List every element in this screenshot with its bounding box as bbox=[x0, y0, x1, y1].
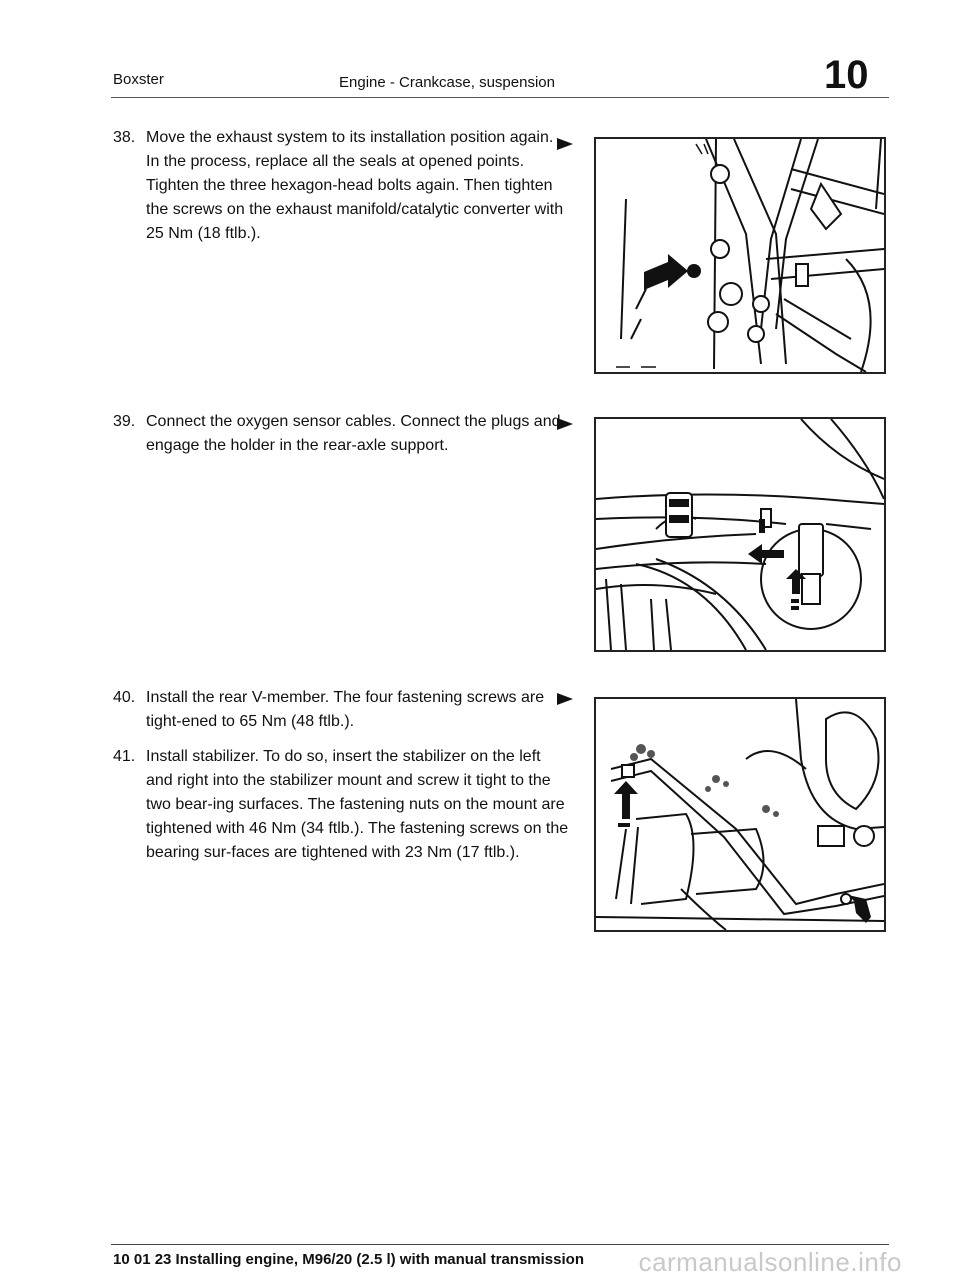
watermark: carmanualsonline.info bbox=[638, 1247, 902, 1277]
footer-procedure-title: 10 01 23 Installing engine, M96/20 (2.5 l) with manual transmission bbox=[113, 1251, 584, 1268]
header-group-number: 10 bbox=[824, 53, 869, 97]
oxygen-sensor-illustration-icon bbox=[594, 417, 886, 652]
step-39 bbox=[113, 410, 573, 460]
step-text: Move the exhaust system to its installation position again. In the process, replace all the seals at opened points. Tighten the three hexagon-head bolts again. Then tighten the screws on the exhaust manifold/catalytic converter with 25 Nm (18 ftlb.). bbox=[146, 129, 564, 242]
step-40 bbox=[113, 686, 573, 736]
step-number: 40. bbox=[113, 689, 136, 706]
header-model: Boxster bbox=[113, 71, 164, 88]
header-section-title: Engine - Crankcase, suspension bbox=[339, 74, 555, 91]
header-divider bbox=[111, 97, 889, 98]
step-number: 41. bbox=[113, 748, 136, 765]
step-38 bbox=[113, 126, 573, 242]
figure-pointer-arrow-icon bbox=[557, 418, 573, 430]
figure-pointer-arrow-icon bbox=[557, 138, 573, 150]
step-text: Install stabilizer. To do so, insert the stabilizer on the left and right into the stabilizer mount and screw it tight to the two bear-ing surfaces. The fastening nuts on the mount are tightened with 46 Nm (34 ftlb.). The fastening screws on the bearing sur-faces are tightened with 23 Nm (17 ftlb.). bbox=[146, 748, 569, 861]
figure-pointer-arrow-icon bbox=[557, 693, 573, 705]
exhaust-bolts-illustration-icon bbox=[594, 137, 886, 374]
step-text: Connect the oxygen sensor cables. Connect the plugs and engage the holder in the rear-axle support. bbox=[146, 413, 561, 454]
step-number: 38. bbox=[113, 129, 136, 146]
step-number: 39. bbox=[113, 413, 136, 430]
step-41 bbox=[113, 745, 573, 870]
stabilizer-illustration-icon bbox=[594, 697, 886, 932]
step-text: Install the rear V-member. The four fastening screws are tight-ened to 65 Nm (48 ftlb.). bbox=[146, 689, 545, 730]
footer-divider bbox=[111, 1244, 889, 1245]
